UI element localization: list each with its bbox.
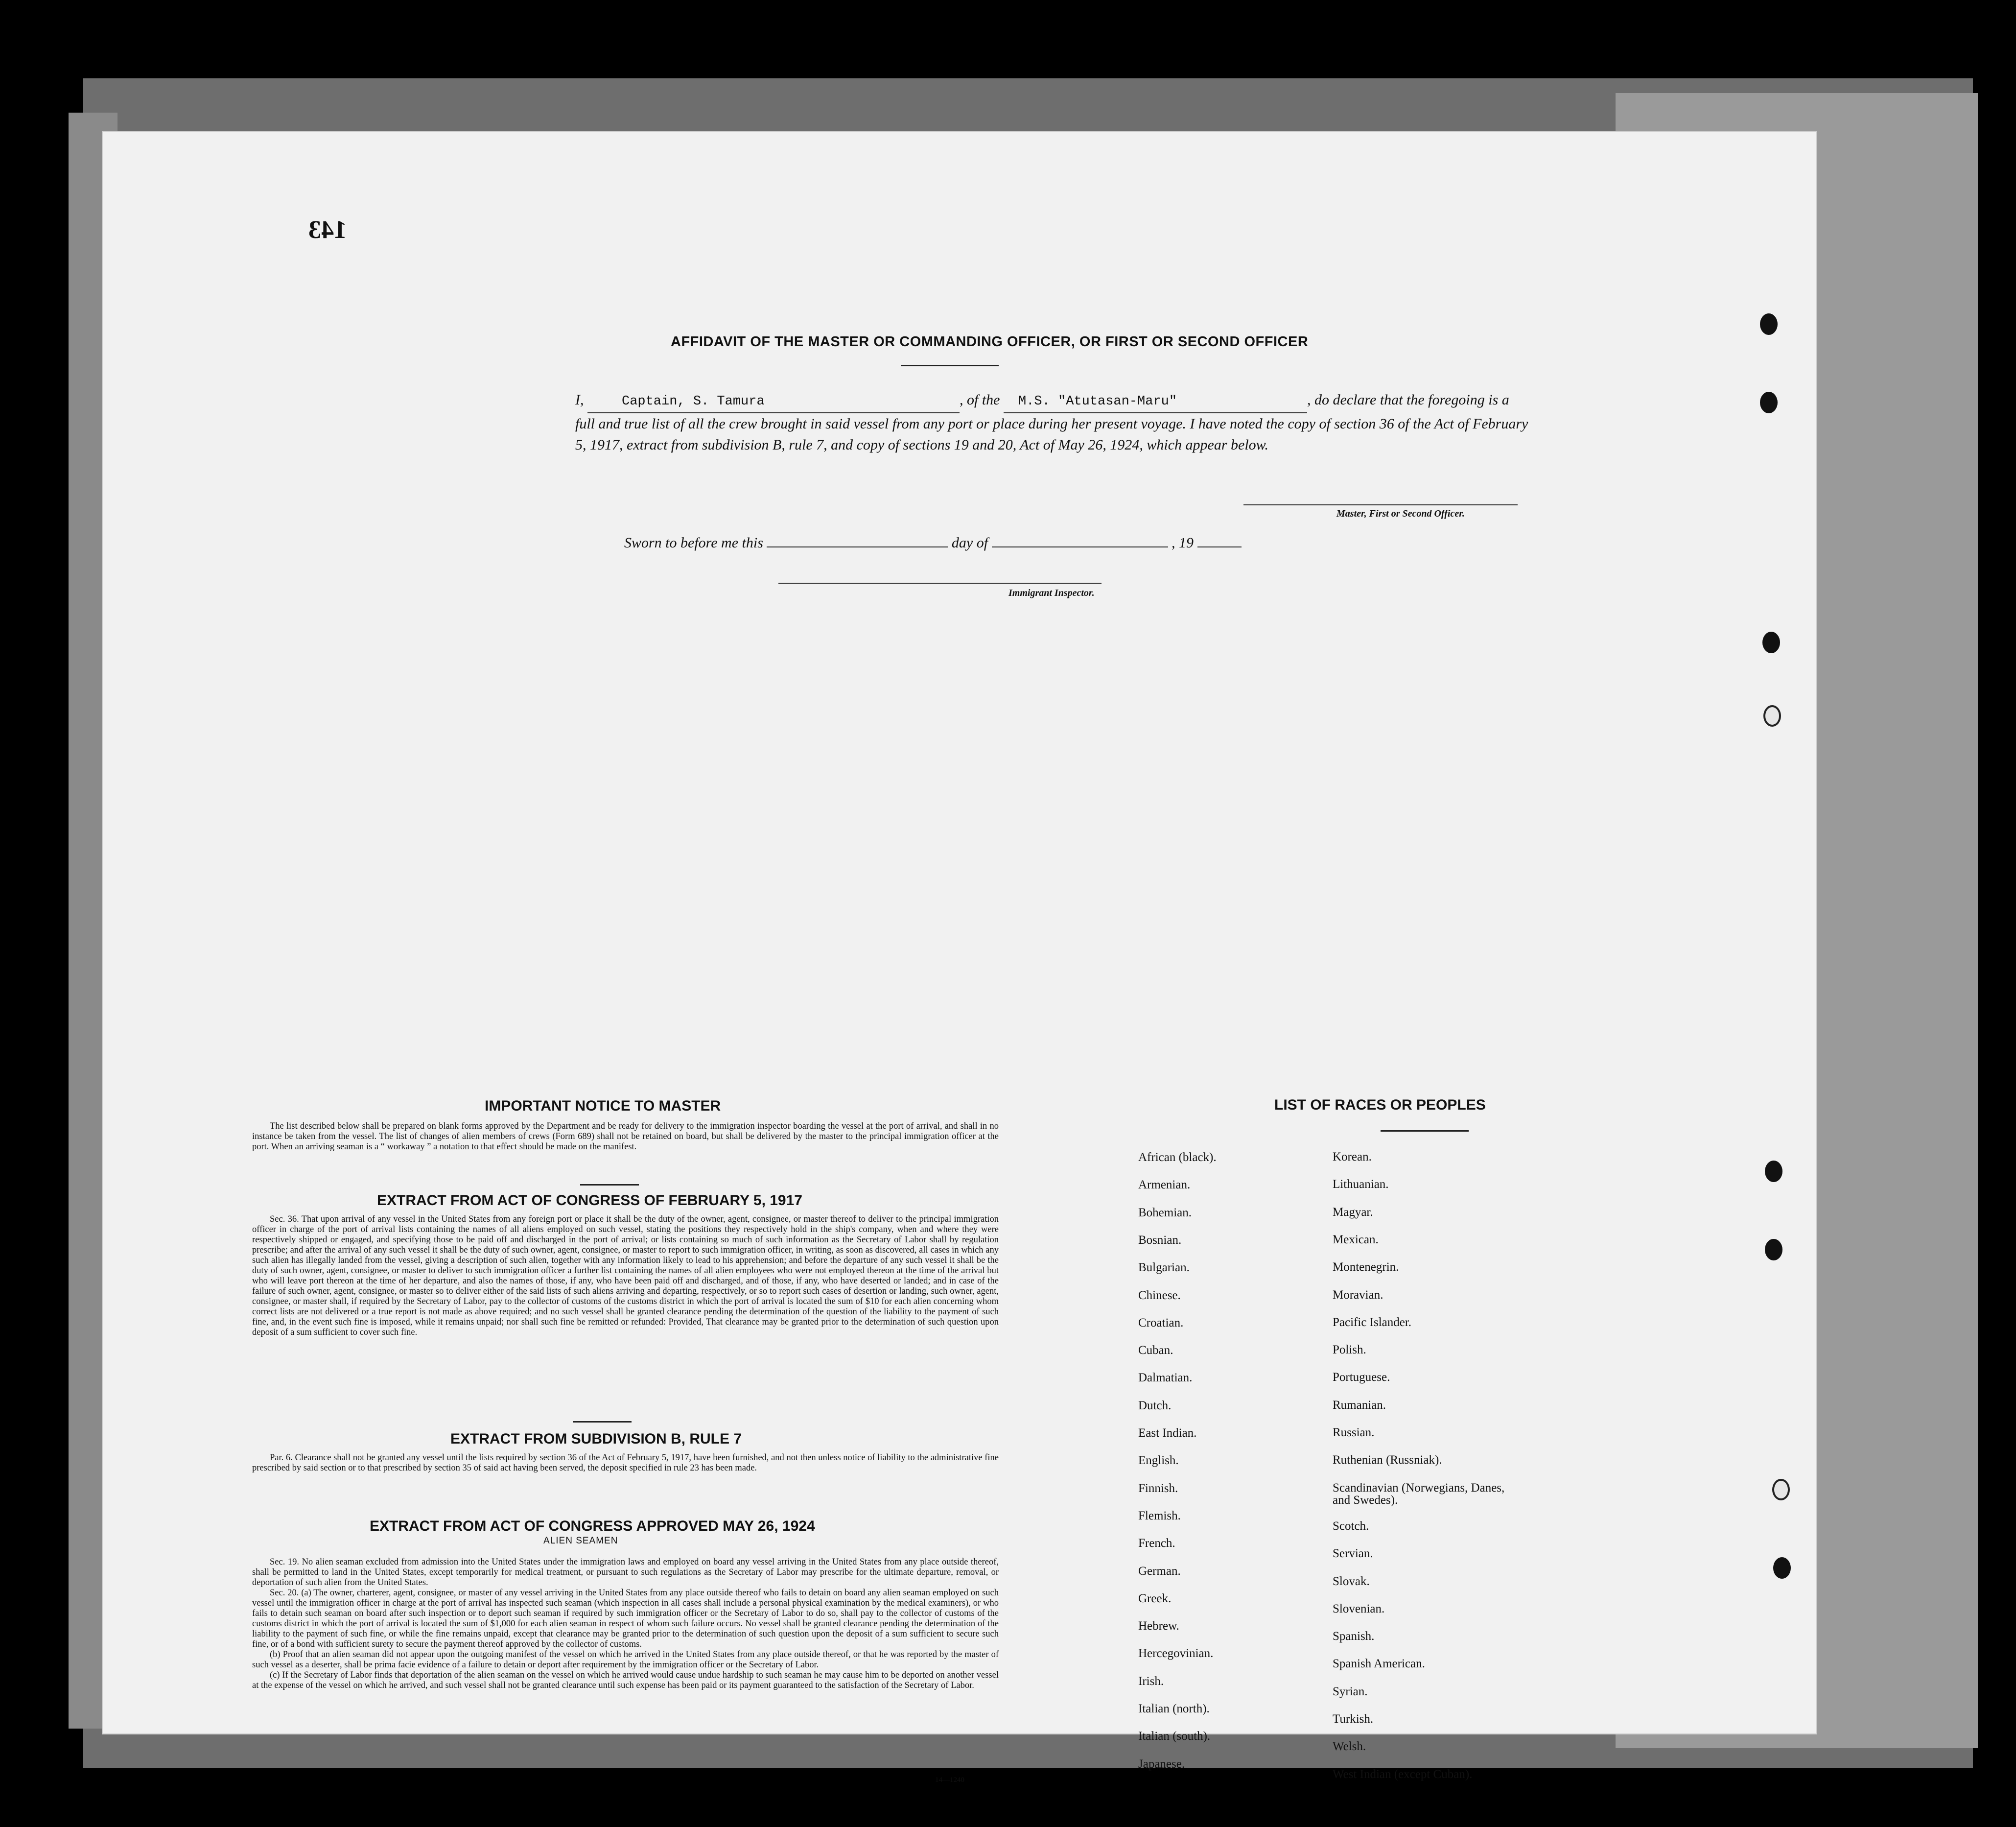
subdivision-b-paragraph: Par. 6. Clearance shall not be granted any vessel until the lists required by section 36 of the Act of February 5, 1917, have been furnished, and not then unless notice of liability to the administrative fine prescribed by said section or to that prescribed by section 35 of said act having been served, the deposit specified in rule 23 has been made. xyxy=(252,1453,999,1473)
act-1917-title: EXTRACT FROM ACT OF CONGRESS OF FEBRUARY 5, 1917 xyxy=(377,1192,802,1209)
race-item: Ruthenian (Russniak). xyxy=(1333,1453,1442,1467)
race-item: Cuban. xyxy=(1138,1344,1173,1357)
race-item: Moravian. xyxy=(1333,1288,1383,1302)
master-name-field: Captain, S. Tamura xyxy=(587,391,960,413)
race-item: Hebrew. xyxy=(1138,1619,1179,1633)
section-divider xyxy=(580,1184,639,1186)
binder-hole xyxy=(1765,1161,1782,1182)
race-item: Rumanian. xyxy=(1333,1399,1386,1412)
affidavit-body xyxy=(575,389,1530,455)
act-1924-title: EXTRACT FROM ACT OF CONGRESS APPROVED MAY 26, 1924 xyxy=(370,1518,815,1534)
races-divider xyxy=(1381,1130,1469,1132)
subdivision-b-title: EXTRACT FROM SUBDIVISION B, RULE 7 xyxy=(450,1431,742,1447)
act-1924-paragraph: (b) Proof that an alien seaman did not appear upon the outgoing manifest of the vessel on which he arrived in the United States from any place outside thereof, or that he was reported by the master of such vessel as a deserter, shall be prima facie evidence of a failure to detain or deport after requirement by the immigration officer or the Secretary of Labor. xyxy=(252,1650,999,1670)
year-blank xyxy=(1197,546,1242,547)
race-item: Turkish. xyxy=(1333,1712,1374,1726)
race-item: French. xyxy=(1138,1537,1175,1550)
race-item: Welsh. xyxy=(1333,1740,1366,1753)
race-item: Japanese. xyxy=(1138,1757,1185,1771)
race-item: Scandinavian (Norwegians, Danes, and Swedes). xyxy=(1333,1481,1505,1507)
race-item: East Indian. xyxy=(1138,1426,1197,1440)
race-item: Lithuanian. xyxy=(1333,1178,1389,1191)
binder-hole xyxy=(1760,313,1778,335)
race-item: West Indian (except Cuban). xyxy=(1333,1768,1473,1781)
race-item: Irish. xyxy=(1138,1675,1164,1688)
vessel-name-field: M.S. "Atutasan-Maru" xyxy=(1004,391,1307,413)
master-signature-label: Master, First or Second Officer. xyxy=(1336,508,1465,519)
binder-hole xyxy=(1763,705,1781,727)
notice-title: IMPORTANT NOTICE TO MASTER xyxy=(485,1098,721,1114)
master-signature-line xyxy=(1243,504,1518,505)
act-1924-paragraph: Sec. 19. No alien seaman excluded from admission into the United States under the immigration laws and employed on board any vessel arriving in the United States from any place outside thereof, shall be permitted to land in the United States, except temporarily for medical treatment, or pursuant to such regulations as the Secretary of Labor may prescribe for the ultimate departure, removal, or deportation of such alien from the United States. xyxy=(252,1557,999,1588)
title-divider xyxy=(901,365,999,366)
act-1924-paragraph: (c) If the Secretary of Labor finds that deportation of the alien seaman on the vessel on which he arrived would cause undue hardship to such seaman he may cause him to be deported on another vessel at the expense of the vessel on which he arrived, and such vessel shall not be granted clearance until such expense has been paid or its payment guaranteed to the satisfaction of the Secretary of Labor. xyxy=(252,1670,999,1690)
race-item: Magyar. xyxy=(1333,1206,1373,1219)
race-item: Slovak. xyxy=(1333,1575,1370,1588)
form-number: 14—1240 xyxy=(935,1776,964,1784)
page-number-stamp: 143 xyxy=(308,216,347,244)
race-item: Spanish. xyxy=(1333,1630,1375,1643)
notice-paragraph: The list described below shall be prepared on blank forms approved by the Department and be ready for delivery to the immigration inspector boarding the vessel at the port of arrival, and shall in no instance be taken from the vessel. The list of changes of alien members of crews (Form 689) shall not be retained on board, but shall be delivered by the master to the principal immigration officer at the port. When an arriving seaman is a “ workaway ” a notation to that effect should be made on the manifest. xyxy=(252,1121,999,1152)
race-item: Polish. xyxy=(1333,1343,1366,1356)
race-item: African (black). xyxy=(1138,1151,1217,1164)
races-title: LIST OF RACES OR PEOPLES xyxy=(1274,1097,1486,1113)
race-item: Bosnian. xyxy=(1138,1234,1182,1247)
race-item: Croatian. xyxy=(1138,1316,1184,1329)
race-item: Russian. xyxy=(1333,1426,1375,1439)
section-divider xyxy=(573,1421,632,1423)
race-item: Flemish. xyxy=(1138,1509,1181,1522)
binder-hole xyxy=(1765,1239,1782,1260)
race-item: German. xyxy=(1138,1565,1181,1578)
act-1924-paragraph: Sec. 20. (a) The owner, charterer, agent, consignee, or master of any vessel arriving in the United States from any place outside thereof who fails to detain on board any alien seaman employed on such vessel until the immigration officer in charge at the port of arrival has inspected such seaman (which inspection in all cases shall include a personal physical examination by the medical examiners), or who fails to detain such seaman on board after such inspection or to deport such seaman if required by such immigration officer or the Secretary of Labor to do so, shall pay to the collector of customs of the customs district in which the port of arrival is located the sum of $1,000 for each alien seaman in respect of whom such failure occurs. No vessel shall be granted clearance pending the determination of the liability to the payment of such fine, or while the fine remains unpaid, except that clearance may be granted prior to the determination of such question upon the deposit of a sum sufficient to secure such fine, or of a bond with sufficient surety to secure the payment thereof approved by the collector of customs. xyxy=(252,1588,999,1649)
race-item: Slovenian. xyxy=(1333,1602,1385,1615)
race-item: Pacific Islander. xyxy=(1333,1316,1412,1329)
document-page xyxy=(103,132,1816,1784)
subdivision-b-text xyxy=(252,1453,999,1473)
race-item: Portuguese. xyxy=(1333,1371,1390,1384)
race-item: Montenegrin. xyxy=(1333,1260,1399,1274)
alien-seamen-subtitle: ALIEN SEAMEN xyxy=(543,1536,618,1546)
race-item: Finnish. xyxy=(1138,1482,1178,1495)
race-item: Spanish American. xyxy=(1333,1657,1425,1670)
race-item: Armenian. xyxy=(1138,1178,1191,1191)
month-blank xyxy=(992,546,1168,547)
act-1917-paragraph: Sec. 36. That upon arrival of any vessel in the United States from any foreign port or place it shall be the duty of the owner, agent, consignee, or master thereof to deliver to the principal immigration officer in charge of the port of arrival lists containing the names of all aliens employed on such vessel, stating the positions they respectively hold in the ship's company, when and where they were respectively shipped or engaged, and specifying those to be paid off and discharged in the port of arrival; or lists containing so much of such information as the Secretary of Labor shall by regulation prescribe; and after the arrival of any such vessel it shall be the duty of such owner, agent, consignee, or master to report to such immigration officer, in writing, as soon as discovered, all cases in which any such alien has illegally landed from the vessel, giving a description of such alien, together with any information likely to lead to his apprehension; and before the departure of any such vessel it shall be the duty of such owner, agent, consignee, or master to deliver to such immigration officer a further list containing the names of all alien employees who were not employed thereon at the time of the arrival but who will leave port thereon at the time of her departure, and also the names of those, if any, who have been paid off and discharged, and of those, if any, who have deserted or landed; and in case of the failure of such owner, agent, consignee, or master so to deliver either of the said lists of such aliens arriving and departing, respectively, or so to report such cases of desertion or landing, such owner, agent, consignee, or master shall, if required by the Secretary of Labor, pay to the collector of customs of the customs district in which the port of arrival is located the sum of $10 for each alien concerning whom correct lists are not delivered or a true report is not made as above required; and no such vessel shall be granted clearance pending the determination of the question of the liability to the payment of such fine, and, in the event such fine is imposed, while it remains unpaid; nor shall such fine be remitted or refunded: Provided, That clearance may be granted prior to the determination of such question upon deposit of a sum sufficient to cover such fine. xyxy=(252,1214,999,1337)
binder-hole xyxy=(1760,392,1778,413)
affidavit-title: AFFIDAVIT OF THE MASTER OR COMMANDING OFFICER, OR FIRST OR SECOND OFFICER xyxy=(671,334,1309,350)
race-item: Dutch. xyxy=(1138,1399,1172,1412)
binder-hole xyxy=(1762,632,1780,653)
race-item: Italian (south). xyxy=(1138,1730,1211,1743)
race-item: English. xyxy=(1138,1454,1179,1467)
day-of-label: day of xyxy=(951,535,988,551)
race-item: Greek. xyxy=(1138,1592,1172,1605)
race-item: Mexican. xyxy=(1333,1233,1379,1246)
year-label: , 19 xyxy=(1172,535,1194,551)
affidavit-i-label: I, xyxy=(575,392,584,408)
sworn-label: Sworn to before me this xyxy=(624,535,763,551)
affidavit-statement: that the foregoing is a full and true list of all the crew brought in said vessel from any port or place during her present voyage. I have noted the copy of section 36 of the Act of February 5, 1917, extract from subdivision B, rule 7, and copy of sections 19 and 20, Act of May 26, 1924, which appear below. xyxy=(575,392,1528,453)
inspector-signature-line xyxy=(778,583,1102,584)
race-item: Bulgarian. xyxy=(1138,1261,1190,1274)
notice-text xyxy=(252,1121,999,1152)
act-1924-text xyxy=(252,1557,999,1691)
race-item: Syrian. xyxy=(1333,1685,1368,1698)
binder-hole xyxy=(1773,1557,1791,1579)
sworn-line xyxy=(624,535,1242,551)
act-1917-text xyxy=(252,1214,999,1338)
race-item: Chinese. xyxy=(1138,1289,1181,1302)
race-item: Servian. xyxy=(1333,1547,1373,1560)
race-item: Bohemian. xyxy=(1138,1206,1192,1219)
race-item: Korean. xyxy=(1333,1150,1372,1163)
race-item: Hercegovinian. xyxy=(1138,1647,1214,1660)
race-item: Scotch. xyxy=(1333,1519,1369,1533)
of-the-label: , of the xyxy=(960,392,1000,408)
day-blank xyxy=(767,546,948,547)
binder-hole xyxy=(1772,1479,1790,1500)
declare-label: , do declare xyxy=(1307,392,1377,408)
inspector-signature-label: Immigrant Inspector. xyxy=(1008,588,1095,598)
race-item: Dalmatian. xyxy=(1138,1371,1193,1384)
race-item: Italian (north). xyxy=(1138,1702,1210,1715)
